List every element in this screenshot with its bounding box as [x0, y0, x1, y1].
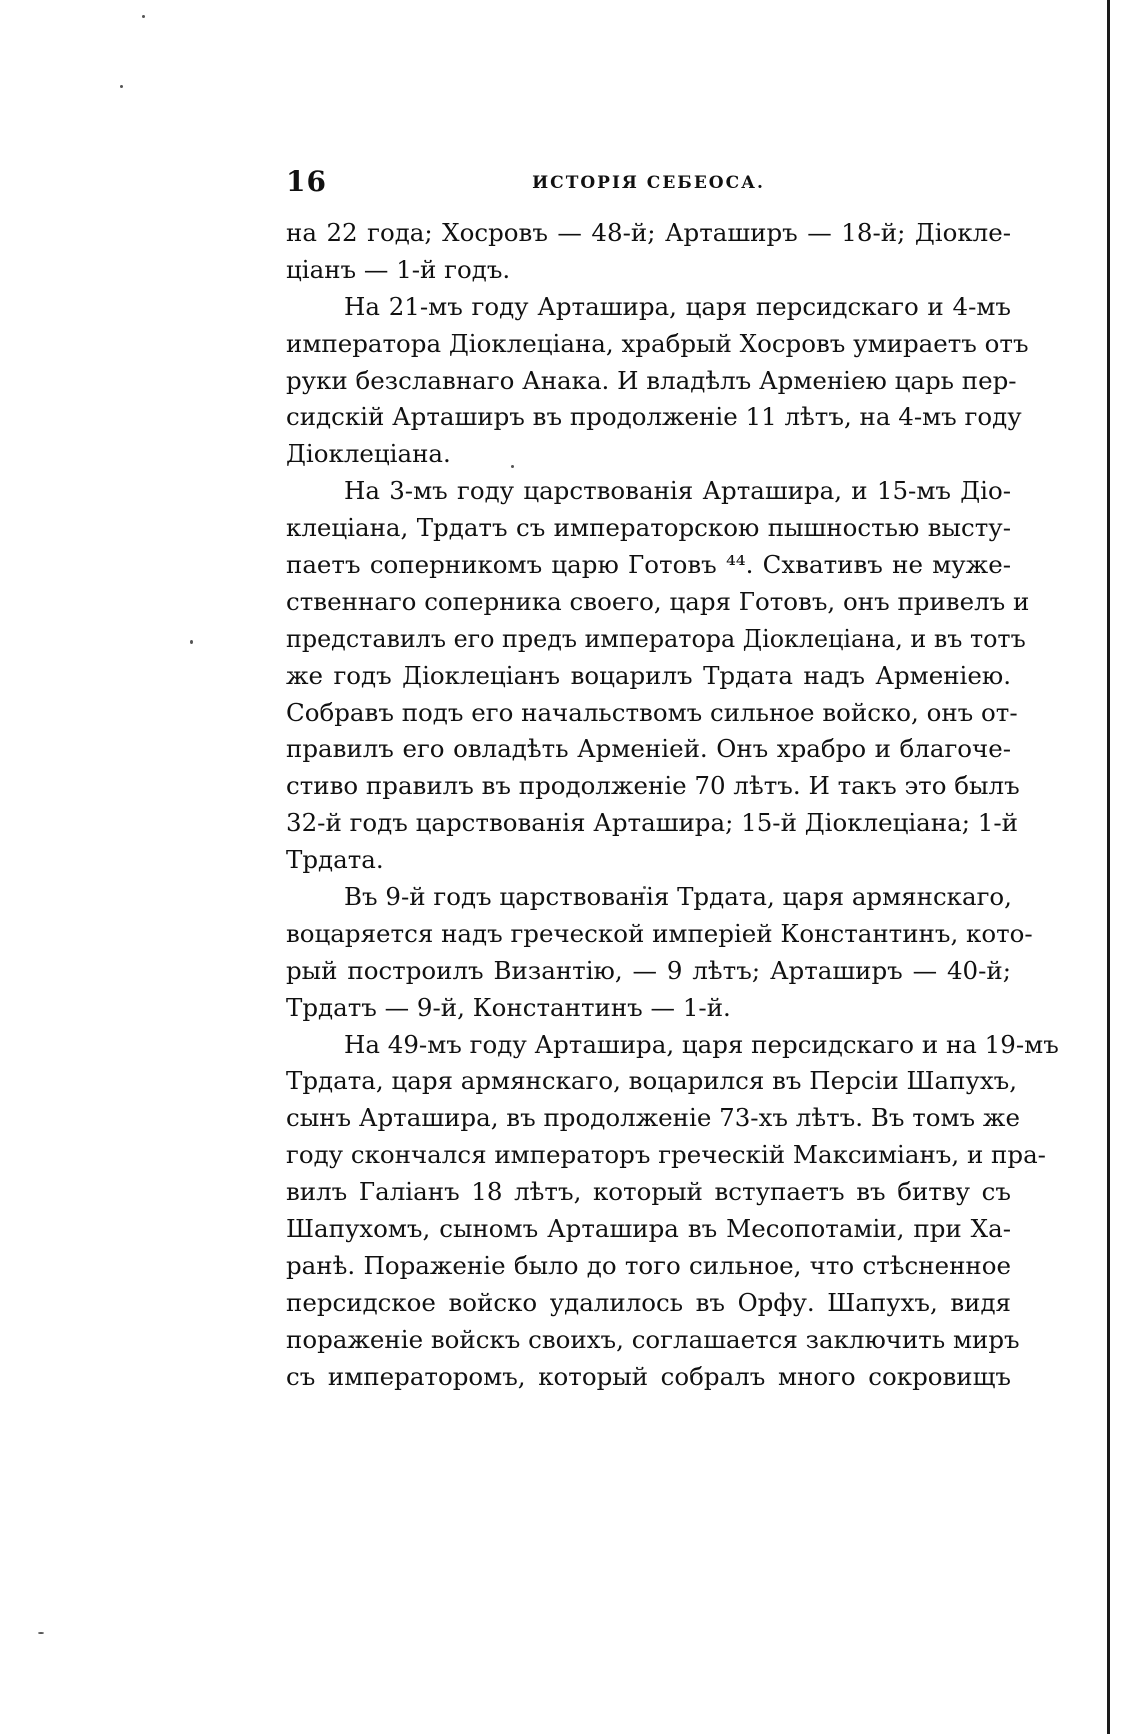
text-line: ственнаго соперника своего, царя Готовъ, онъ привелъ и [286, 586, 1030, 616]
scan-speck [120, 85, 123, 88]
text-line: рый построилъ Византію, — 9 лѣтъ; Арташиръ — 40-й; [286, 955, 1011, 985]
text-line: году скончался императоръ греческій Максиміанъ, и пра- [286, 1140, 1046, 1170]
text-line: сынъ Арташира, въ продолженіе 73-хъ лѣтъ. Въ томъ же [286, 1103, 1020, 1133]
text-line: Трдатъ — 9-й, Константинъ — 1-й. [286, 992, 731, 1022]
body-text [286, 215, 1059, 1396]
text-line: клеціана, Трдатъ съ императорскою пышностью высту- [286, 513, 1011, 543]
text-line: Собравъ подъ его начальствомъ сильное войско, онъ от- [286, 697, 1018, 727]
text-line: съ императоромъ, который собралъ много сокровищъ [286, 1361, 1011, 1391]
paragraph-start-line: На 3-мъ году царствованія Арташира, и 15-мъ Діо- [344, 476, 1011, 506]
text-line: на 22 года; Хосровъ — 48-й; Арташиръ — 18-й; Діокле- [286, 218, 1011, 247]
text-line: Трдата. [286, 845, 384, 875]
text-line: вилъ Галіанъ 18 лѣтъ, который вступаетъ въ битву съ [286, 1177, 1011, 1207]
scan-speck [142, 15, 145, 18]
text-line: Діоклеціана. [286, 439, 451, 469]
text-line: 32-й годъ царствованія Арташира; 15-й Діоклеціана; 1-й [286, 808, 1018, 838]
text-line: императора Діоклеціана, храбрый Хосровъ умираетъ отъ [286, 328, 1029, 358]
text-line: паетъ соперникомъ царю Готовъ ⁴⁴. Схвативъ не муже- [286, 550, 1011, 580]
paragraph-start-line: На 49-мъ году Арташира, царя персидскаго и на 19-мъ [344, 1029, 1059, 1059]
scan-speck [38, 1632, 44, 1634]
page-edge-rule [1107, 0, 1110, 1734]
paragraph-start-line: На 21-мъ году Арташира, царя персидскаго и 4-мъ [344, 291, 1011, 321]
text-line: ранѣ. Пораженіе было до того сильное, что стѣсненное [286, 1250, 1011, 1280]
text-line: Шапухомъ, сыномъ Арташира въ Месопотаміи, при Ха- [286, 1214, 1011, 1244]
page-header [286, 165, 1011, 205]
scan-speck [190, 640, 193, 644]
page-number: 16 [286, 165, 327, 198]
text-line: пораженіе войскъ своихъ, соглашается заключить миръ [286, 1324, 1020, 1354]
paragraph-start-line: Въ 9-й годъ царствованія Трдата, царя армянскаго, [344, 882, 1012, 912]
text-line: воцаряется надъ греческой имперіей Константинъ, кото- [286, 918, 1033, 948]
text-line: сидскій Арташиръ въ продолженіе 11 лѣтъ, на 4-мъ году [286, 402, 1022, 432]
text-line: стиво правилъ въ продолженіе 70 лѣтъ. И такъ это былъ [286, 771, 1020, 801]
text-line: же годъ Діоклеціанъ воцарилъ Трдата надъ Арменіею. [286, 660, 1011, 690]
text-line: руки безславнаго Анака. И владѣлъ Арменіею царь пер- [286, 365, 1017, 395]
text-line: Трдата, царя армянскаго, воцарился въ Персіи Шапухъ, [286, 1066, 1018, 1096]
text-line: ціанъ — 1-й годъ. [286, 254, 511, 284]
running-title: ИСТОРІЯ СЕБЕОСА. [532, 173, 765, 193]
text-line: представилъ его предъ императора Діоклеціана, и въ тотъ [286, 624, 1026, 653]
text-line: персидское войско удалилось въ Орфу. Шапухъ, видя [286, 1287, 1011, 1317]
text-line: правилъ его овладѣть Арменіей. Онъ храбро и благоче- [286, 734, 1011, 764]
